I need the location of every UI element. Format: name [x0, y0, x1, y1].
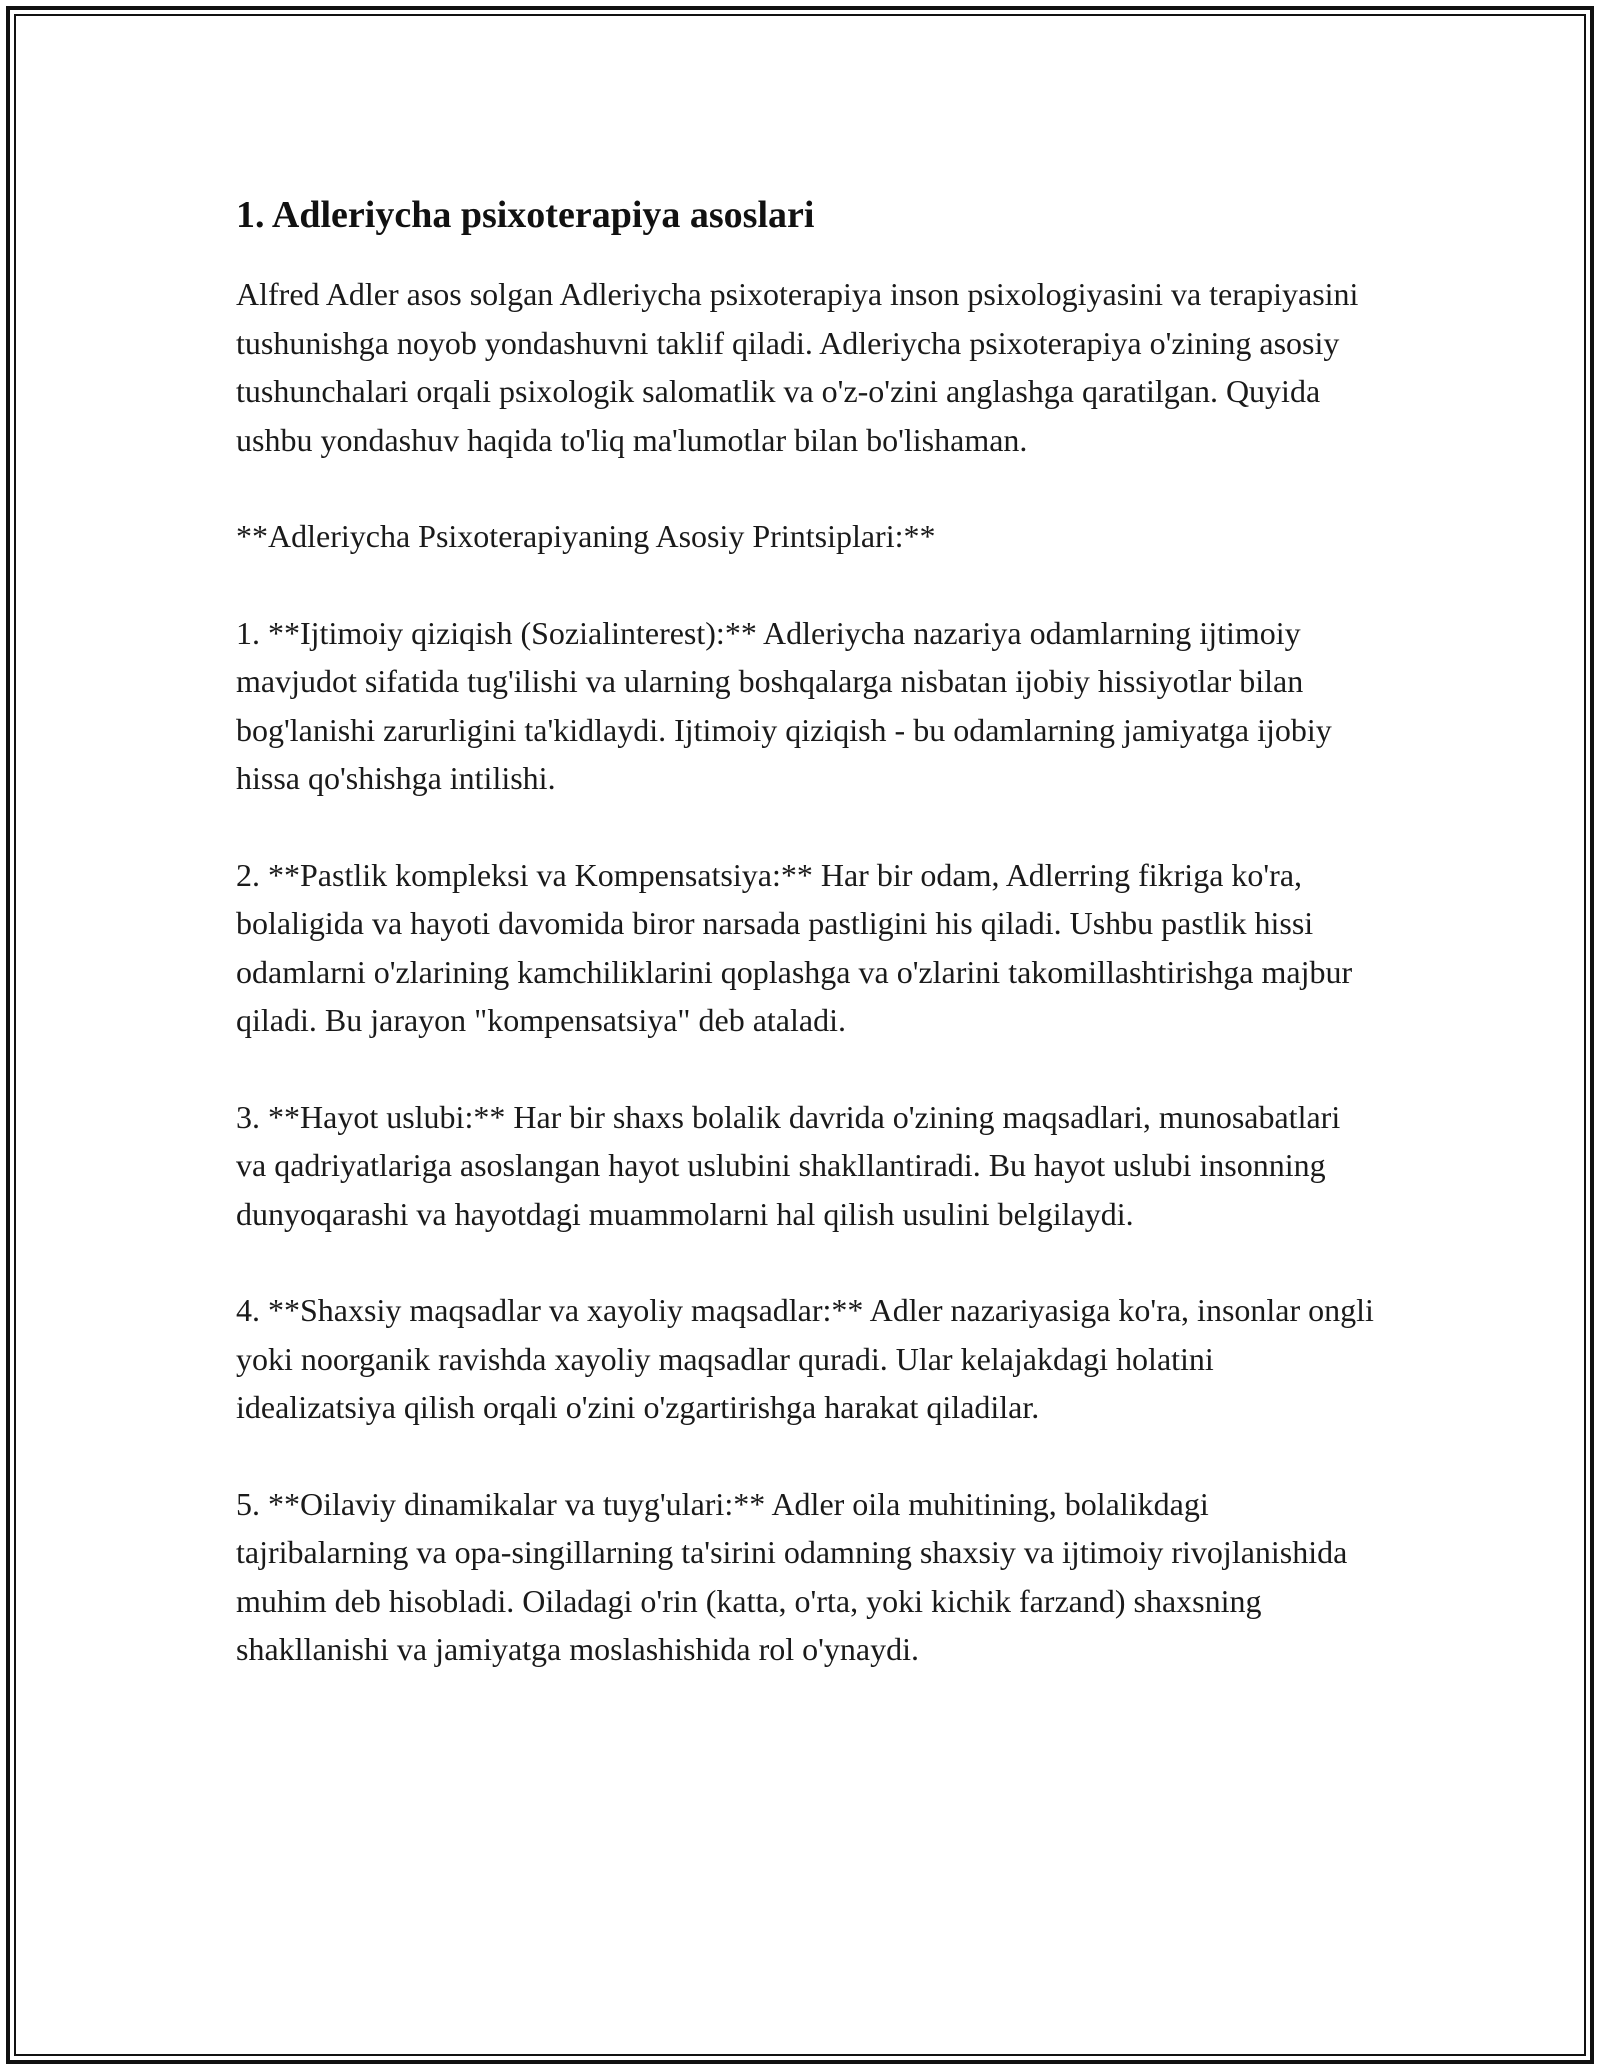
intro-paragraph: Alfred Adler asos solgan Adleriycha psixoterapiya inson psixologiyasini va terapiyasini tushunishga noyob yondashuvni taklif qiladi. Adleriycha psixoterapiya o'zining asosiy tushunchalari orqali psixologik salomatlik va o'z-o'zini anglashga qaratilgan. Quyida ushbu yondashuv haqida to'liq ma'lumotlar bilan bo'lishaman. — [236, 276, 1359, 458]
principles-subheading: **Adleriycha Psixoterapiyaning Asosiy Printsiplari:** — [236, 518, 936, 554]
document-heading: 1. Adleriycha psixoterapiya asoslari — [236, 194, 815, 236]
principle-item-1: 1. **Ijtimoiy qiziqish (Sozialinterest):** Adleriycha nazariya odamlarning ijtimoiy mavjudot sifatida tug'ilishi va ularning boshqalarga nisbatan ijobiy hissiyotlar bilan bog'lanishi zarurligini ta'kidlaydi. Ijtimoiy qiziqish - bu odamlarning jamiyatga ijobiy hissa qo'shishga intilishi. — [236, 614, 1332, 796]
document-body — [236, 186, 1376, 1722]
principle-item-2: 2. **Pastlik kompleksi va Kompensatsiya:** Har bir odam, Adlerring fikriga ko'ra, bolaligida va hayoti davomida biror narsada pastligini his qiladi. Ushbu pastlik hissi odamlarni o'zlarining kamchiliklarini qoplashga va o'zlarini takomillashtirishga majbur qiladi. Bu jarayon "kompensatsiya" deb ataladi. — [236, 856, 1353, 1038]
principle-item-5: 5. **Oilaviy dinamikalar va tuyg'ulari:** Adler oila muhitining, bolalikdagi tajribalarning va opa-singillarning ta'sirini odamning shaxsiy va ijtimoiy rivojlanishida muhim deb hisobladi. Oiladagi o'rin (katta, o'rta, yoki kichik farzand) shaxsning shakllanishi va jamiyatga moslashishida rol o'ynaydi. — [236, 1485, 1348, 1667]
principle-item-3: 3. **Hayot uslubi:** Har bir shaxs bolalik davrida o'zining maqsadlari, munosabatlari va qadriyatlariga asoslangan hayot uslubini shakllantiradi. Bu hayot uslubi insonning dunyoqarashi va hayotdagi muammolarni hal qilish usulini belgilaydi. — [236, 1098, 1341, 1232]
principle-item-4: 4. **Shaxsiy maqsadlar va xayoliy maqsadlar:** Adler nazariyasiga ko'ra, insonlar ongli yoki noorganik ravishda xayoliy maqsadlar quradi. Ular kelajakdagi holatini idealizatsiya qilish orqali o'zini o'zgartirishga harakat qiladilar. — [236, 1292, 1374, 1425]
